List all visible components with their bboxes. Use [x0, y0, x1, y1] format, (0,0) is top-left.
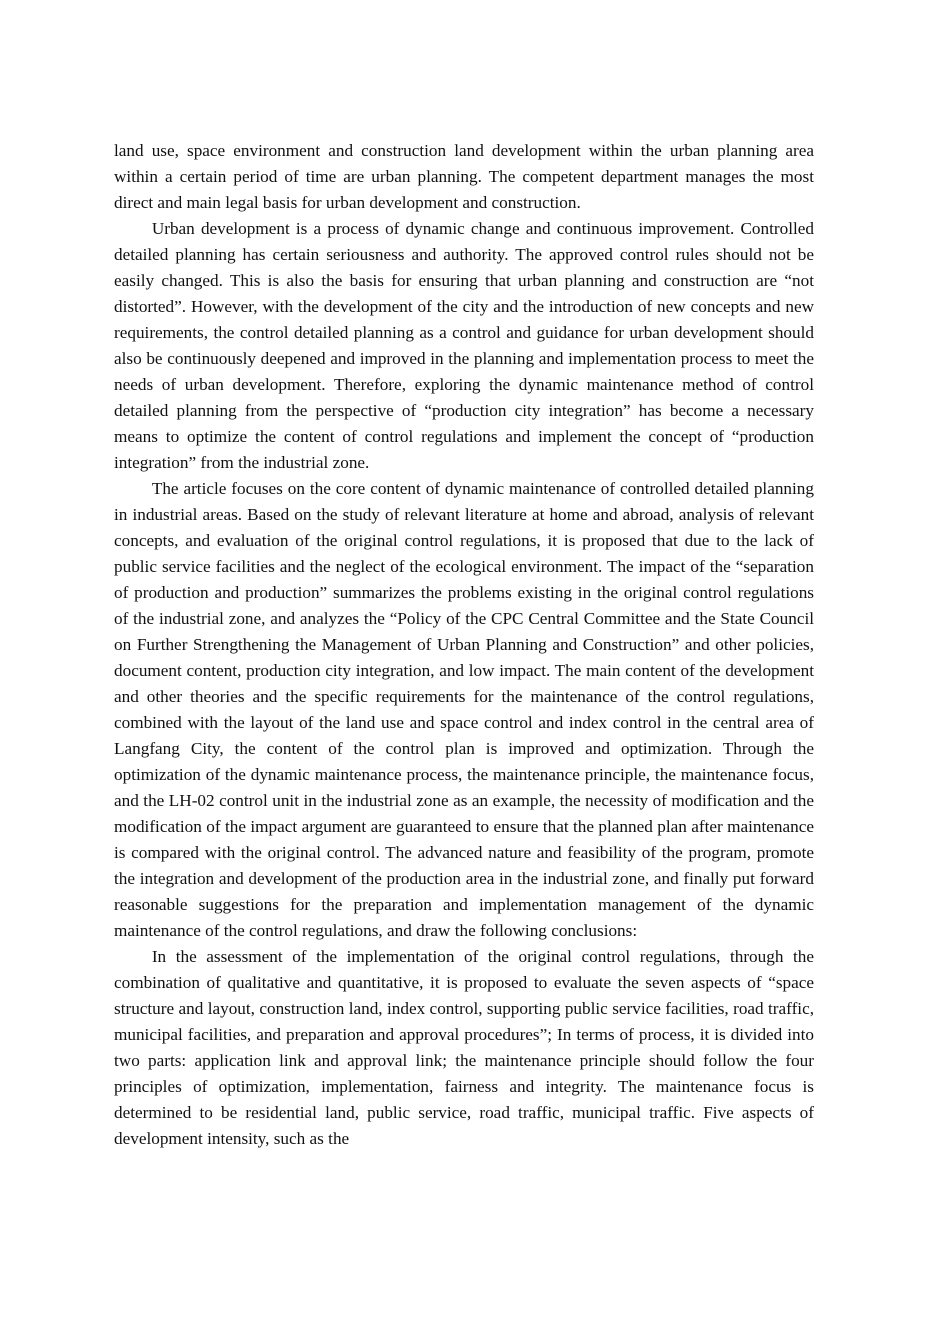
paragraph-continuation: land use, space environment and construction land development within the urban planning area within a certain period of time are urban planning. The competent department manages the most direct and main legal basis for urban development and construction. — [114, 141, 814, 212]
paragraph-assessment: In the assessment of the implementation of the original control regulations, through the combination of qualitative and quantitative, it is proposed to evaluate the seven aspects of “space structure and layout, construction land, index control, supporting public service facilities, road traffic, municipal facilities, and preparation and approval procedures”; In terms of process, it is divided into two parts: application link and approval link; the maintenance principle should follow the four principles of optimization, implementation, fairness and integrity. The maintenance focus is determined to be residential land, public service, road traffic, municipal traffic. Five aspects of development intensity, such as the — [114, 947, 814, 1148]
paragraph-article-focus: The article focuses on the core content of dynamic maintenance of controlled detailed planning in industrial areas. Based on the study of relevant literature at home and abroad, analysis of relevant concepts, and evaluation of the original control regulations, it is proposed that due to the lack of public service facilities and the neglect of the ecological environment. The impact of the “separation of production and production” summarizes the problems existing in the original control regulations of the industrial zone, and analyzes the “Policy of the CPC Central Committee and the State Council on Further Strengthening the Management of Urban Planning and Construction” and other policies, document content, production city integration, and low impact. The main content of the development and other theories and the specific requirements for the maintenance of the control regulations, combined with the layout of the land use and space control and index control in the central area of Langfang City, the content of the control plan is improved and optimization. Through the optimization of the dynamic maintenance process, the maintenance principle, the maintenance focus, and the LH-02 control unit in the industrial zone as an example, the necessity of modification and the modification of the impact argument are guaranteed to ensure that the planned plan after maintenance is compared with the original control. The advanced nature and feasibility of the program, promote the integration and development of the production area in the industrial zone, and finally put forward reasonable suggestions for the preparation and implementation management of the dynamic maintenance of the control regulations, and draw the following conclusions: — [114, 479, 814, 940]
document-page — [114, 138, 814, 1152]
paragraph-urban-development: Urban development is a process of dynamic change and continuous improvement. Controlled detailed planning has certain seriousness and authority. The approved control rules should not be easily changed. This is also the basis for ensuring that urban planning and construction are “not distorted”. However, with the development of the city and the introduction of new concepts and new requirements, the control detailed planning as a control and guidance for urban development should also be continuously deepened and improved in the planning and implementation process to meet the needs of urban development. Therefore, exploring the dynamic maintenance method of control detailed planning from the perspective of “production city integration” has become a necessary means to optimize the content of control regulations and implement the concept of “production integration” from the industrial zone. — [114, 219, 814, 472]
